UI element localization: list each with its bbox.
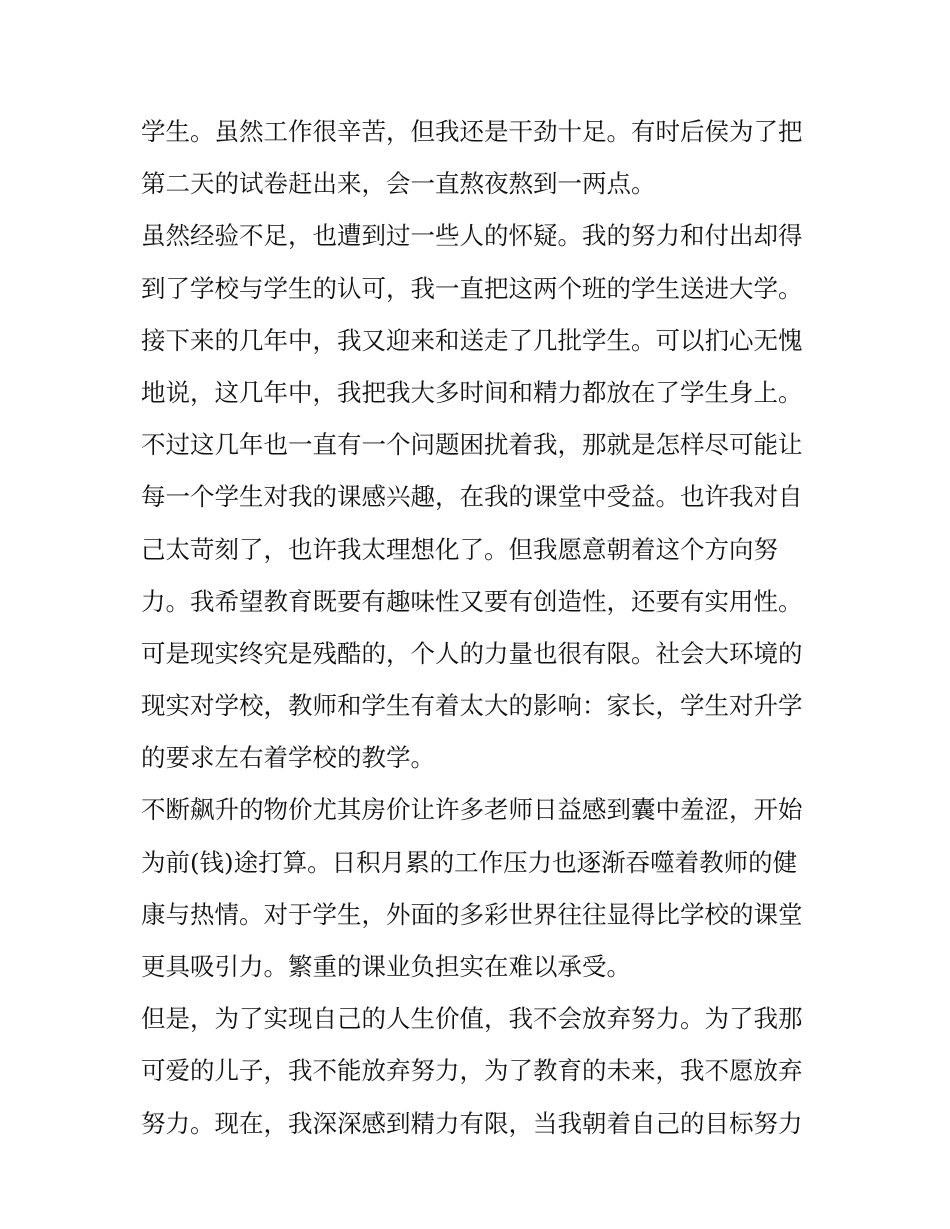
text-line: 但是，为了实现自己的人生价值，我不会放弃努力。为了我那 [141, 1004, 803, 1034]
text-line: 地说，这几年中，我把我大多时间和精力都放在了学生身上。 [141, 377, 803, 407]
text-line: 到了学校与学生的认可，我一直把这两个班的学生送进大学。 [141, 273, 803, 303]
text-line: 的要求左右着学校的教学。 [141, 743, 435, 773]
text-line: 康与热情。对于学生，外面的多彩世界往往显得比学校的课堂 [141, 899, 803, 929]
text-line: 为前(钱)途打算。日积月累的工作压力也逐渐吞噬着教师的健 [141, 847, 798, 877]
text-line: 学生。虽然工作很辛苦，但我还是干劲十足。有时后侯为了把 [141, 117, 803, 146]
text-line: 虽然经验不足，也遭到过一些人的怀疑。我的努力和付出却得 [141, 221, 803, 251]
text-line: 现实对学校，教师和学生有着太大的影响：家长，学生对升学 [141, 691, 803, 721]
text-line: 更具吸引力。繁重的课业负担实在难以承受。 [141, 952, 631, 981]
text-line: 接下来的几年中，我又迎来和送走了几批学生。可以扪心无愧 [141, 325, 803, 355]
text-line: 每一个学生对我的课感兴趣，在我的课堂中受益。也许我对自 [141, 482, 803, 512]
text-line: 不过这几年也一直有一个问题困扰着我，那就是怎样尽可能让 [141, 430, 803, 460]
text-line: 可是现实终究是残酷的，个人的力量也很有限。社会大环境的 [141, 638, 803, 668]
text-line: 第二天的试卷赶出来，会一直熬夜熬到一两点。 [141, 169, 656, 199]
text-line: 己太苛刻了，也许我太理想化了。但我愿意朝着这个方向努 [141, 534, 778, 564]
body-text [141, 106, 821, 1150]
text-line: 力。我希望教育既要有趣味性又要有创造性，还要有实用性。 [141, 586, 803, 616]
text-line: 可爱的儿子，我不能放弃努力，为了教育的未来，我不愿放弃 [141, 1056, 803, 1086]
text-line: 努力。现在，我深深感到精力有限，当我朝着自己的目标努力 [141, 1108, 803, 1138]
text-line: 不断飙升的物价尤其房价让许多老师日益感到囊中羞涩，开始 [141, 795, 803, 825]
